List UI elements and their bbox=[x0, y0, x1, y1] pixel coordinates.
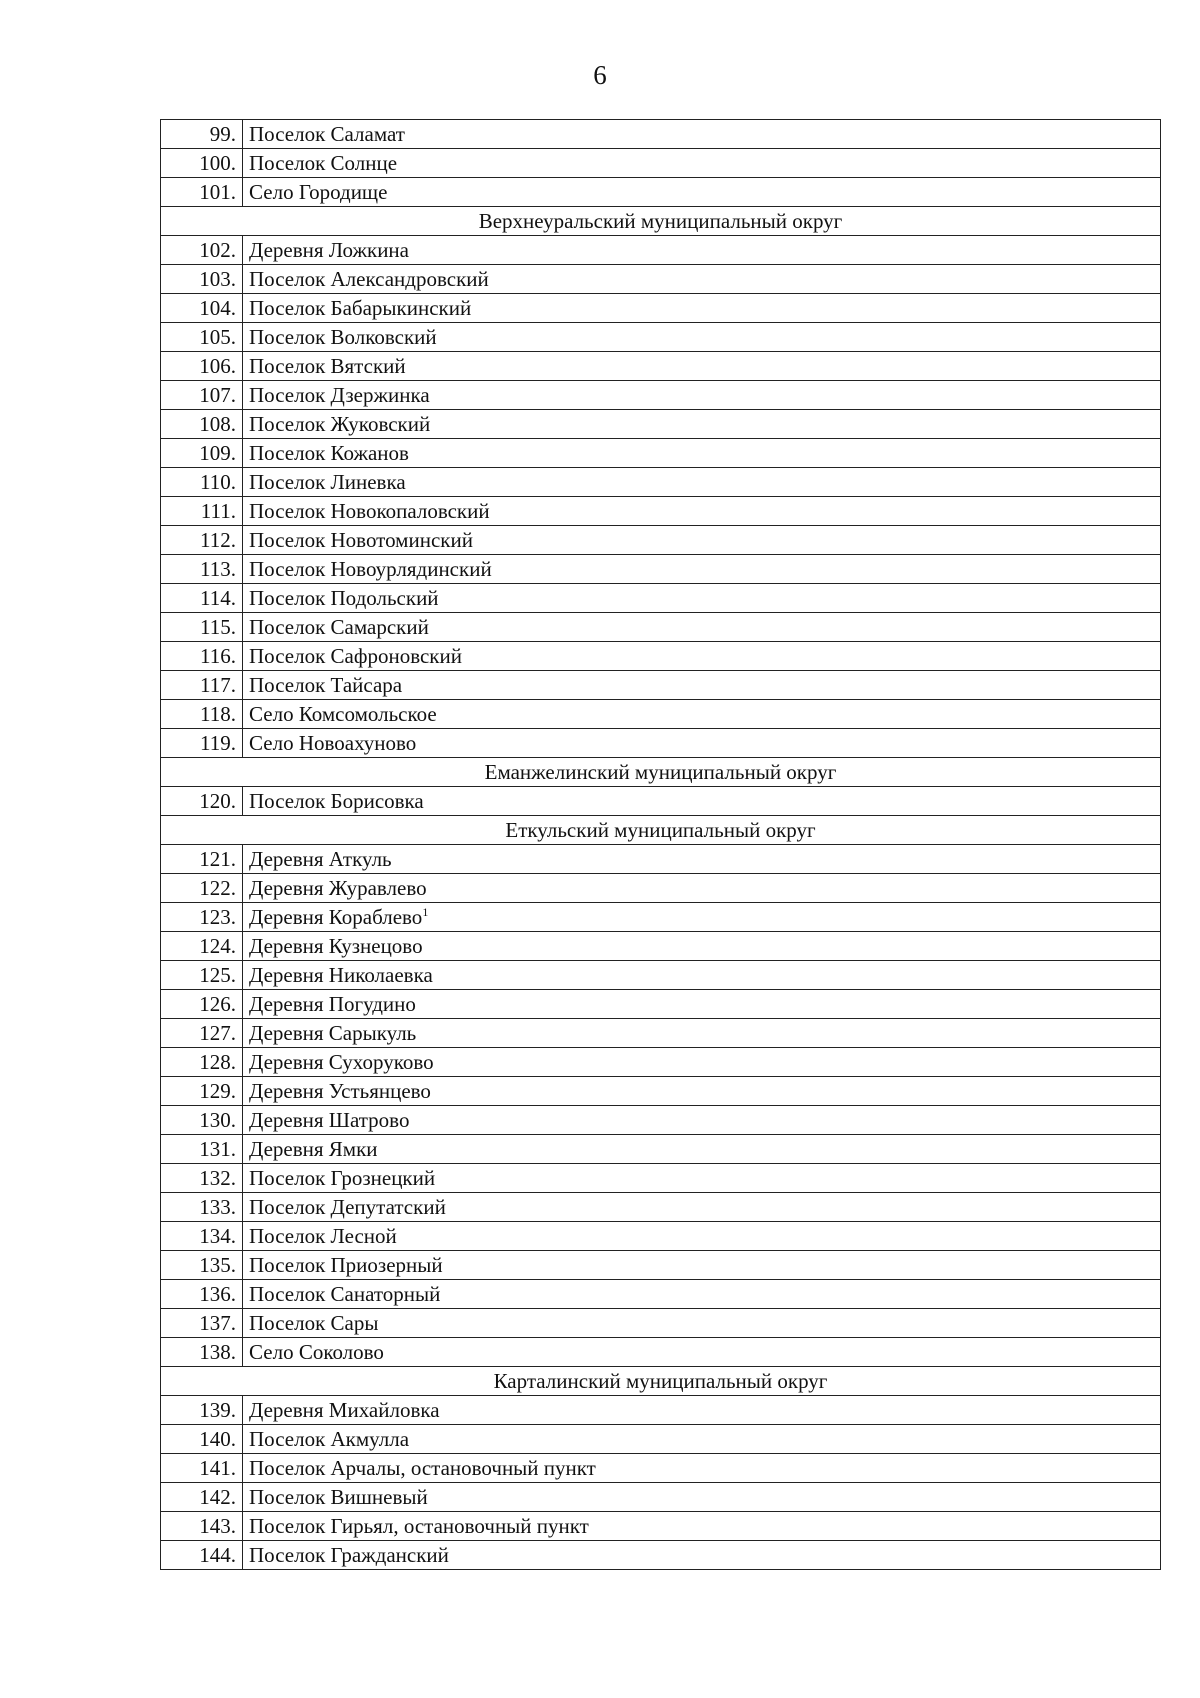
settlement-name: Поселок Вишневый bbox=[249, 1485, 428, 1509]
settlement-name: Деревня Николаевка bbox=[249, 963, 433, 987]
settlement-name: Деревня Аткуль bbox=[249, 847, 392, 871]
settlement-name: Деревня Ямки bbox=[249, 1137, 378, 1161]
settlement-name: Деревня Журавлево bbox=[249, 876, 427, 900]
table-row bbox=[161, 903, 1161, 932]
settlement-name-cell bbox=[243, 961, 1161, 990]
settlement-name-cell bbox=[243, 1396, 1161, 1425]
table-row bbox=[161, 178, 1161, 207]
table-row bbox=[161, 700, 1161, 729]
section-row bbox=[161, 207, 1161, 236]
settlement-name-cell bbox=[243, 294, 1161, 323]
table-row bbox=[161, 468, 1161, 497]
table-row bbox=[161, 1425, 1161, 1454]
settlement-name: Поселок Новокопаловский bbox=[249, 499, 490, 523]
table-row bbox=[161, 845, 1161, 874]
row-number: 126. bbox=[161, 990, 243, 1019]
table-row bbox=[161, 1396, 1161, 1425]
settlement-name-cell bbox=[243, 1251, 1161, 1280]
settlement-name: Поселок Сары bbox=[249, 1311, 379, 1335]
settlement-name-cell bbox=[243, 1077, 1161, 1106]
row-number: 124. bbox=[161, 932, 243, 961]
row-number: 112. bbox=[161, 526, 243, 555]
settlement-name: Поселок Новоурлядинский bbox=[249, 557, 492, 581]
settlement-name-cell bbox=[243, 265, 1161, 294]
settlement-name-cell bbox=[243, 178, 1161, 207]
settlement-name-cell bbox=[243, 903, 1161, 932]
settlement-name: Село Комсомольское bbox=[249, 702, 437, 726]
settlement-name-cell bbox=[243, 1454, 1161, 1483]
row-number: 139. bbox=[161, 1396, 243, 1425]
settlement-name: Деревня Михайловка bbox=[249, 1398, 440, 1422]
settlement-name-cell bbox=[243, 120, 1161, 149]
settlement-name: Деревня Сухоруково bbox=[249, 1050, 434, 1074]
table-row bbox=[161, 1222, 1161, 1251]
table-row bbox=[161, 932, 1161, 961]
row-number: 135. bbox=[161, 1251, 243, 1280]
table-row bbox=[161, 497, 1161, 526]
row-number: 121. bbox=[161, 845, 243, 874]
settlement-name-cell bbox=[243, 526, 1161, 555]
row-number: 131. bbox=[161, 1135, 243, 1164]
row-number: 115. bbox=[161, 613, 243, 642]
settlement-name: Поселок Солнце bbox=[249, 151, 398, 175]
settlement-name: Село Соколово bbox=[249, 1340, 384, 1364]
settlement-name-cell bbox=[243, 1338, 1161, 1367]
row-number: 101. bbox=[161, 178, 243, 207]
table-row bbox=[161, 874, 1161, 903]
row-number: 136. bbox=[161, 1280, 243, 1309]
settlement-name: Деревня Устьянцево bbox=[249, 1079, 431, 1103]
table-body bbox=[161, 120, 1161, 1570]
section-row bbox=[161, 758, 1161, 787]
table-row bbox=[161, 787, 1161, 816]
table-row bbox=[161, 1077, 1161, 1106]
row-number: 140. bbox=[161, 1425, 243, 1454]
row-number: 116. bbox=[161, 642, 243, 671]
settlement-name-cell bbox=[243, 671, 1161, 700]
table-row bbox=[161, 323, 1161, 352]
settlement-name: Поселок Кожанов bbox=[249, 441, 409, 465]
settlement-name: Поселок Саламат bbox=[249, 122, 405, 146]
table-row bbox=[161, 439, 1161, 468]
settlement-name: Поселок Самарский bbox=[249, 615, 429, 639]
settlement-name-cell bbox=[243, 468, 1161, 497]
section-title: Еткульский муниципальный округ bbox=[161, 816, 1161, 845]
settlement-name: Поселок Александровский bbox=[249, 267, 489, 291]
settlement-name-cell bbox=[243, 410, 1161, 439]
settlement-name: Деревня Сарыкуль bbox=[249, 1021, 417, 1045]
settlement-name-cell bbox=[243, 381, 1161, 410]
table-row bbox=[161, 120, 1161, 149]
settlement-name-cell bbox=[243, 1135, 1161, 1164]
settlement-name: Поселок Акмулла bbox=[249, 1427, 410, 1451]
table-row bbox=[161, 1135, 1161, 1164]
settlement-name: Поселок Гирьял, остановочный пункт bbox=[249, 1514, 589, 1538]
settlement-name: Поселок Бабарыкинский bbox=[249, 296, 472, 320]
table-row bbox=[161, 265, 1161, 294]
table-row bbox=[161, 1019, 1161, 1048]
row-number: 137. bbox=[161, 1309, 243, 1338]
table-row bbox=[161, 149, 1161, 178]
table-row bbox=[161, 1541, 1161, 1570]
row-number: 125. bbox=[161, 961, 243, 990]
table-row bbox=[161, 729, 1161, 758]
settlement-name-cell bbox=[243, 642, 1161, 671]
settlement-name-cell bbox=[243, 1019, 1161, 1048]
row-number: 111. bbox=[161, 497, 243, 526]
section-row bbox=[161, 816, 1161, 845]
settlement-name: Село Новоахуново bbox=[249, 731, 417, 755]
settlements-table bbox=[160, 119, 1161, 1570]
table-row bbox=[161, 961, 1161, 990]
section-row bbox=[161, 1367, 1161, 1396]
table-row bbox=[161, 990, 1161, 1019]
table-row bbox=[161, 1512, 1161, 1541]
settlement-name-cell bbox=[243, 1280, 1161, 1309]
settlement-name: Поселок Жуковский bbox=[249, 412, 431, 436]
settlement-name: Поселок Грознецкий bbox=[249, 1166, 436, 1190]
settlement-name-cell bbox=[243, 1483, 1161, 1512]
settlement-name-cell bbox=[243, 845, 1161, 874]
row-number: 108. bbox=[161, 410, 243, 439]
settlement-name-cell bbox=[243, 497, 1161, 526]
table-row bbox=[161, 671, 1161, 700]
row-number: 143. bbox=[161, 1512, 243, 1541]
settlement-name-cell bbox=[243, 729, 1161, 758]
table-row bbox=[161, 1048, 1161, 1077]
row-number: 133. bbox=[161, 1193, 243, 1222]
settlement-name: Поселок Арчалы, остановочный пункт bbox=[249, 1456, 596, 1480]
settlement-name: Поселок Волковский bbox=[249, 325, 437, 349]
settlement-name-cell bbox=[243, 1048, 1161, 1077]
settlement-name-cell bbox=[243, 932, 1161, 961]
row-number: 114. bbox=[161, 584, 243, 613]
table-row bbox=[161, 1106, 1161, 1135]
settlement-name: Деревня Кораблево bbox=[249, 905, 423, 929]
table-row bbox=[161, 1483, 1161, 1512]
row-number: 128. bbox=[161, 1048, 243, 1077]
table-row bbox=[161, 1193, 1161, 1222]
row-number: 100. bbox=[161, 149, 243, 178]
settlement-name-cell bbox=[243, 352, 1161, 381]
table-row bbox=[161, 294, 1161, 323]
table-row bbox=[161, 1309, 1161, 1338]
table-row bbox=[161, 1338, 1161, 1367]
row-number: 132. bbox=[161, 1164, 243, 1193]
row-number: 105. bbox=[161, 323, 243, 352]
settlement-name: Поселок Новотоминский bbox=[249, 528, 473, 552]
row-number: 141. bbox=[161, 1454, 243, 1483]
row-number: 102. bbox=[161, 236, 243, 265]
table-row bbox=[161, 613, 1161, 642]
settlement-name: Поселок Лесной bbox=[249, 1224, 397, 1248]
settlement-name: Деревня Погудино bbox=[249, 992, 416, 1016]
row-number: 109. bbox=[161, 439, 243, 468]
settlement-name: Поселок Тайсара bbox=[249, 673, 403, 697]
settlement-name-cell bbox=[243, 874, 1161, 903]
table-row bbox=[161, 584, 1161, 613]
table-row bbox=[161, 526, 1161, 555]
row-number: 104. bbox=[161, 294, 243, 323]
settlement-name-cell bbox=[243, 584, 1161, 613]
table-row bbox=[161, 555, 1161, 584]
settlement-name-cell bbox=[243, 1193, 1161, 1222]
row-number: 144. bbox=[161, 1541, 243, 1570]
row-number: 129. bbox=[161, 1077, 243, 1106]
row-number: 123. bbox=[161, 903, 243, 932]
row-number: 122. bbox=[161, 874, 243, 903]
row-number: 130. bbox=[161, 1106, 243, 1135]
section-title: Верхнеуральский муниципальный округ bbox=[161, 207, 1161, 236]
row-number: 107. bbox=[161, 381, 243, 410]
table-row bbox=[161, 1280, 1161, 1309]
row-number: 127. bbox=[161, 1019, 243, 1048]
settlement-name-cell bbox=[243, 1222, 1161, 1251]
table-row bbox=[161, 1164, 1161, 1193]
table-row bbox=[161, 381, 1161, 410]
section-title: Еманжелинский муниципальный округ bbox=[161, 758, 1161, 787]
settlement-name-cell bbox=[243, 149, 1161, 178]
table-row bbox=[161, 236, 1161, 265]
row-number: 99. bbox=[161, 120, 243, 149]
table-row bbox=[161, 1454, 1161, 1483]
settlement-name: Поселок Борисовка bbox=[249, 789, 424, 813]
settlement-name: Деревня Ложкина bbox=[249, 238, 409, 262]
row-number: 117. bbox=[161, 671, 243, 700]
row-number: 113. bbox=[161, 555, 243, 584]
row-number: 138. bbox=[161, 1338, 243, 1367]
settlement-name-cell bbox=[243, 1164, 1161, 1193]
row-number: 119. bbox=[161, 729, 243, 758]
row-number: 120. bbox=[161, 787, 243, 816]
row-number: 142. bbox=[161, 1483, 243, 1512]
settlement-name-cell bbox=[243, 236, 1161, 265]
settlement-name-cell bbox=[243, 555, 1161, 584]
settlement-name-cell bbox=[243, 613, 1161, 642]
table-row bbox=[161, 642, 1161, 671]
settlement-name-cell bbox=[243, 439, 1161, 468]
row-number: 118. bbox=[161, 700, 243, 729]
settlement-name-cell bbox=[243, 1309, 1161, 1338]
row-number: 106. bbox=[161, 352, 243, 381]
settlement-name: Поселок Линевка bbox=[249, 470, 406, 494]
table-row bbox=[161, 410, 1161, 439]
page-number: 6 bbox=[593, 60, 607, 90]
settlement-name-cell bbox=[243, 1106, 1161, 1135]
settlement-name: Село Городище bbox=[249, 180, 388, 204]
table-row bbox=[161, 1251, 1161, 1280]
settlement-name-cell bbox=[243, 1512, 1161, 1541]
settlement-name: Поселок Санаторный bbox=[249, 1282, 441, 1306]
settlement-name: Деревня Кузнецово bbox=[249, 934, 423, 958]
footnote-marker: 1 bbox=[422, 905, 429, 919]
settlement-name-cell bbox=[243, 1541, 1161, 1570]
settlement-name: Поселок Вятский bbox=[249, 354, 406, 378]
row-number: 134. bbox=[161, 1222, 243, 1251]
row-number: 103. bbox=[161, 265, 243, 294]
settlement-name: Поселок Гражданский bbox=[249, 1543, 449, 1567]
settlement-name-cell bbox=[243, 1425, 1161, 1454]
settlement-name-cell bbox=[243, 787, 1161, 816]
settlement-name: Деревня Шатрово bbox=[249, 1108, 410, 1132]
section-title: Карталинский муниципальный округ bbox=[161, 1367, 1161, 1396]
settlement-name-cell bbox=[243, 323, 1161, 352]
settlement-name: Поселок Приозерный bbox=[249, 1253, 443, 1277]
settlement-name-cell bbox=[243, 990, 1161, 1019]
settlement-name: Поселок Депутатский bbox=[249, 1195, 446, 1219]
row-number: 110. bbox=[161, 468, 243, 497]
settlement-name: Поселок Сафроновский bbox=[249, 644, 462, 668]
settlement-name-cell bbox=[243, 700, 1161, 729]
table-row bbox=[161, 352, 1161, 381]
settlement-name: Поселок Подольский bbox=[249, 586, 439, 610]
settlement-name: Поселок Дзержинка bbox=[249, 383, 430, 407]
